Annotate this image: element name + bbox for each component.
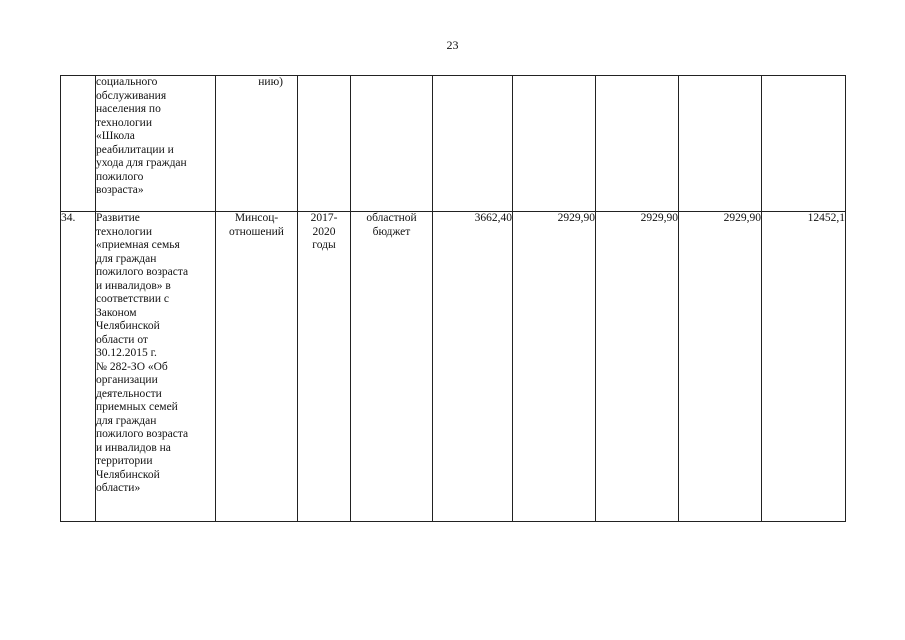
measure-name-line: пожилого возраста	[96, 266, 189, 278]
row-number: 34.	[61, 212, 76, 224]
row-number-cell	[61, 76, 96, 212]
measure-name-line: возраста»	[96, 184, 144, 196]
executor-line: Минсоц-	[234, 212, 279, 224]
measure-name-line: соответствии с	[96, 293, 169, 305]
value-cell-2017	[433, 76, 513, 212]
measure-name-line: Развитие	[96, 212, 140, 224]
value-cell-total	[762, 76, 846, 212]
measure-name-cell	[96, 212, 216, 522]
measure-name-line: деятельности	[96, 387, 162, 400]
measure-name-line: технологии	[96, 116, 152, 129]
measure-name-line: и инвалидов на	[96, 441, 171, 454]
measure-name-line: организации	[96, 374, 158, 386]
value-cell-2019: 2929,90	[596, 212, 679, 522]
measure-name-line: приемных семей	[96, 401, 178, 413]
page-number: 23	[446, 38, 459, 52]
value-cell-2018	[513, 76, 596, 212]
table-row-continuation	[61, 76, 846, 212]
period-line: 2017-	[310, 212, 338, 224]
executor-line: нию)	[258, 76, 283, 88]
value-cell-2018: 2929,90	[513, 212, 596, 522]
measure-name-line: № 282-ЗО «Об	[96, 360, 168, 373]
measure-name-line: обслуживания	[96, 89, 167, 102]
funding-source-line: областной	[366, 212, 417, 224]
period-cell	[298, 212, 351, 522]
measure-name-line: для граждан	[96, 252, 157, 265]
value-cell-2020	[679, 76, 762, 212]
measure-name-line: области от	[96, 333, 148, 346]
measure-name-line: области»	[96, 482, 141, 494]
measure-name-line: Законом	[96, 306, 137, 319]
row-number-cell	[61, 212, 96, 522]
measure-name-line: «Школа	[96, 130, 135, 142]
funding-source-cell	[351, 212, 433, 522]
measure-name-line: Челябинской	[96, 468, 160, 481]
measure-name-line: территории	[96, 455, 153, 467]
period-line: годы	[312, 239, 336, 251]
measure-name-line: социального	[96, 76, 158, 88]
period-line: 2020	[312, 225, 336, 238]
funding-source-cell	[351, 76, 433, 212]
value-cell-2020: 2929,90	[679, 212, 762, 522]
measure-name-line: населения по	[96, 103, 161, 115]
table-row-34	[61, 212, 846, 522]
measure-name-line: и инвалидов» в	[96, 279, 171, 292]
measure-name-line: Челябинской	[96, 320, 160, 332]
measure-name-line: «приемная семья	[96, 239, 180, 251]
executor-line: отношений	[229, 225, 284, 238]
measure-name-line: реабилитации и	[96, 143, 174, 156]
value-cell-2019	[596, 76, 679, 212]
executor-cell	[216, 212, 298, 522]
measure-name-line: пожилого	[96, 170, 144, 183]
measure-name-line: пожилого возраста	[96, 428, 189, 440]
executor-cell	[216, 76, 298, 212]
value-cell-2017: 3662,40	[433, 212, 513, 522]
measure-name-line: ухода для граждан	[96, 157, 187, 169]
measure-name-line: для граждан	[96, 414, 157, 427]
value-cell-total: 12452,1	[762, 212, 846, 522]
measure-name-cell	[96, 76, 216, 212]
program-table	[60, 75, 846, 522]
measure-name-line: 30.12.2015 г.	[96, 347, 157, 359]
period-cell	[298, 76, 351, 212]
funding-source-line: бюджет	[372, 225, 411, 238]
measure-name-line: технологии	[96, 225, 152, 238]
